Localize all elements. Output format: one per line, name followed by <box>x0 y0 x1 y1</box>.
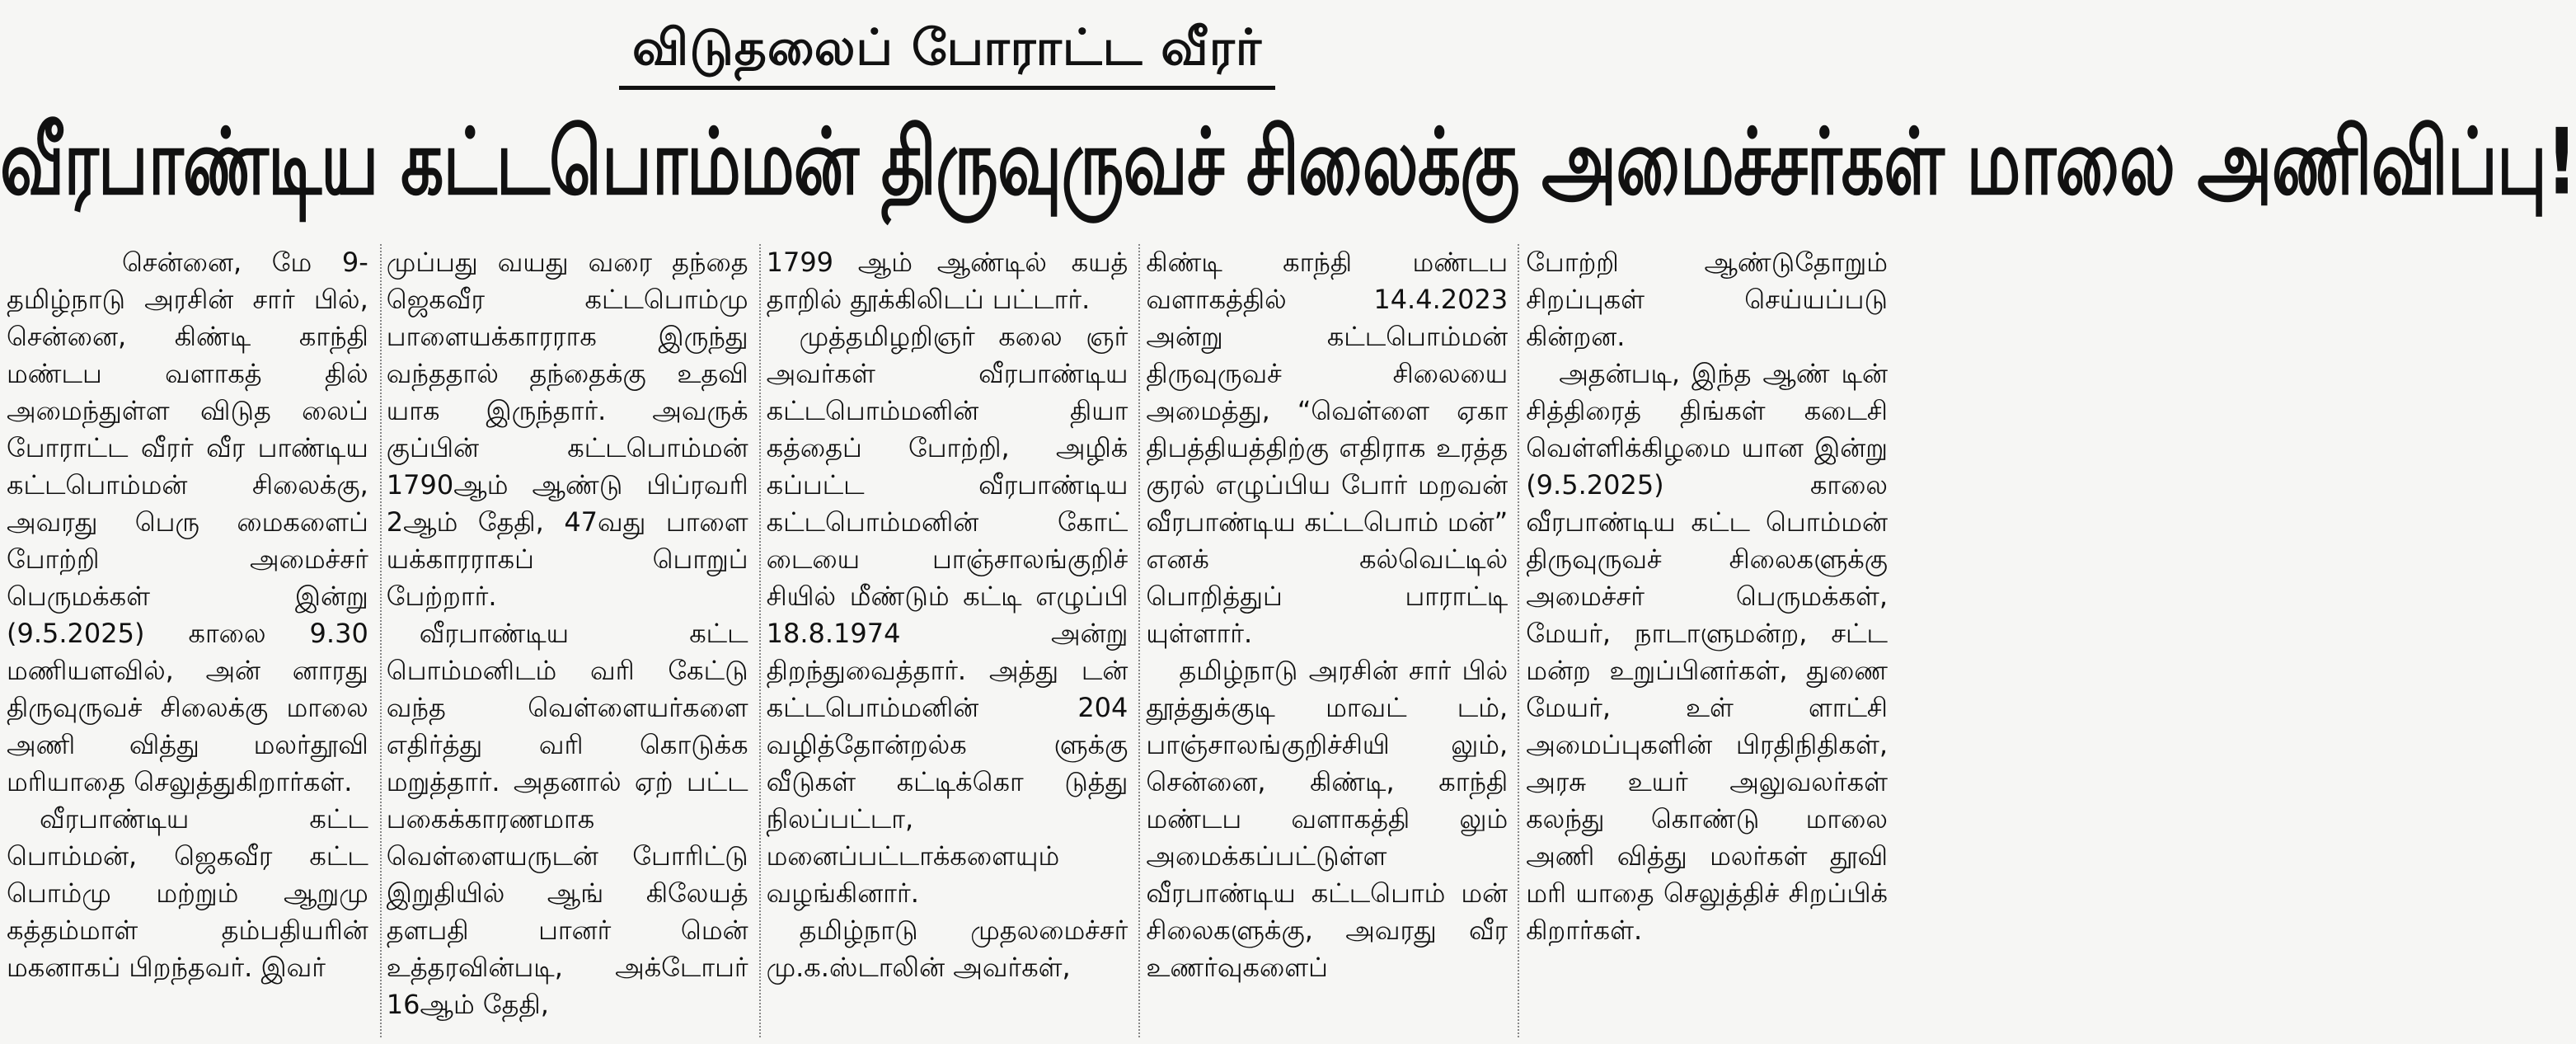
article-column-2 <box>387 244 748 1037</box>
paragraph: முப்பது வயது வரை தந்தை ஜெகவீர கட்டபொம்மு பாளையக்காரராக இருந்து வந்ததால் தந்தைக்கு உதவி யாக இருந்தார். அவருக் குப்பின் கட்டபொம்மன் 1790ஆம் ஆண்டு பிப்ரவரி 2ஆம் தேதி, 47வது பாளை யக்காரராகப் பொறுப் பேற்றார். <box>386 247 748 612</box>
paragraph: தமிழ்நாடு அரசின் சார் பில் தூத்துக்குடி மாவட் டம், பாஞ்சாலங்குறிச்சியி லும், சென்னை, கிண்டி, காந்தி மண்டப வளாகத்தி லும் அமைக்கப்பட்டுள்ள வீரபாண்டிய கட்டபொம் மன் சிலைகளுக்கு, அவரது வீர உணர்வுகளைப் <box>1146 655 1509 983</box>
paragraph: 1799 ஆம் ஆண்டில் கயத் தாறில் தூக்கிலிடப் பட்டார். <box>766 247 1128 315</box>
column-divider <box>759 244 762 1037</box>
paragraph: வீரபாண்டிய கட்ட பொம்மன், ஜெகவீர கட்ட பொம்மு மற்றும் ஆறுமு கத்தம்மாள் தம்பதியரின் மகனாகப் பிறந்தவர். இவர் <box>7 803 368 983</box>
article-column-4 <box>1146 244 1508 1037</box>
paragraph: தமிழ்நாடு முதலமைச்சர் மு.க.ஸ்டாலின் அவர்கள், <box>766 915 1128 983</box>
article-column-5 <box>1526 244 1888 1037</box>
paragraph: முத்தமிழறிஞர் கலை ஞர் அவர்கள் வீரபாண்டிய கட்டபொம்மனின் தியா கத்தைப் போற்றி, அழிக் கப்பட்ட வீரபாண்டிய கட்டபொம்மனின் கோட் டையை பாஞ்சாலங்குறிச் சியில் மீண்டும் கட்டி எழுப்பி 18.8.1974 அன்று திறந்துவைத்தார். அத்து டன் கட்டபொம்மனின் 204 வழித்தோன்றல்க ளுக்கு வீடுகள் கட்டிக்கொ டுத்து நிலப்பட்டா, மனைப்பட்டாக்களையும் வழங்கினார். <box>766 321 1128 909</box>
column-divider <box>380 244 382 1037</box>
article-column-1 <box>7 244 368 1037</box>
paragraph: போற்றி ஆண்டுதோறும் சிறப்புகள் செய்யப்படு கின்றன. <box>1526 247 1888 352</box>
paragraph: அதன்படி, இந்த ஆண் டின் சித்திரைத் திங்கள் கடைசி வெள்ளிக்கிழமை யான இன்று (9.5.2025) காலை வீரபாண்டிய கட்ட பொம்மன் திருவுருவச் சிலைகளுக்கு அமைச்சர் பெருமக்கள், மேயர், நாடாளுமன்ற, சட்ட மன்ற உறுப்பினர்கள், துணை மேயர், உள் ளாட்சி அமைப்புகளின் பிரதிநிதிகள், அரசு உயர் அலுவலர்கள் கலந்து கொண்டு மாலை அணி வித்து மலர்கள் தூவி மரி யாதை செலுத்திச் சிறப்பிக் கிறார்கள். <box>1526 358 1888 946</box>
paragraph: சென்னை, மே 9- தமிழ்நாடு அரசின் சார் பில், சென்னை, கிண்டி காந்தி மண்டப வளாகத் தில் அமைந்துள்ள விடுத லைப் போராட்ட வீரர் வீர பாண்டிய கட்டபொம்மன் சிலைக்கு, அவரது பெரு மைகளைப் போற்றி அமைச்சர் பெருமக்கள் இன்று (9.5.2025) காலை 9.30 மணியளவில், அன் னாரது திருவுருவச் சிலைக்கு மாலை அணி வித்து மலர்தூவி மரியாதை செலுத்துகிறார்கள். <box>7 247 368 797</box>
column-divider <box>1518 244 1520 1037</box>
paragraph: வீரபாண்டிய கட்ட பொம்மனிடம் வரி கேட்டு வந்த வெள்ளையர்களை எதிர்த்து வரி கொடுக்க மறுத்தார். அதனால் ஏற் பட்ட பகைக்காரணமாக வெள்ளையருடன் போரிட்டு இறுதியில் ஆங் கிலேயத் தளபதி பானர் மென் உத்தரவின்படி, அக்டோபர் 16ஆம் தேதி, <box>386 618 748 1020</box>
kicker-heading: விடுதலைப் போராட்ட வீரர் <box>619 15 1275 90</box>
article-column-3 <box>767 244 1128 1037</box>
headline: வீரபாண்டிய கட்டபொம்மன் திருவுருவச் சிலைக்கு அமைச்சர்கள் மாலை அணிவிப்பு! <box>0 110 2576 216</box>
column-divider <box>1138 244 1141 1037</box>
paragraph: கிண்டி காந்தி மண்டப வளாகத்தில் 14.4.2023 அன்று கட்டபொம்மன் திருவுருவச் சிலையை அமைத்து, “வெள்ளை ஏகா திபத்தியத்திற்கு எதிராக உரத்த குரல் எழுப்பிய போர் மறவன் வீரபாண்டிய கட்டபொம் மன்” எனக் கல்வெட்டில் பொறித்துப் பாராட்டி யுள்ளார். <box>1146 247 1509 649</box>
article-body <box>7 244 1888 1037</box>
